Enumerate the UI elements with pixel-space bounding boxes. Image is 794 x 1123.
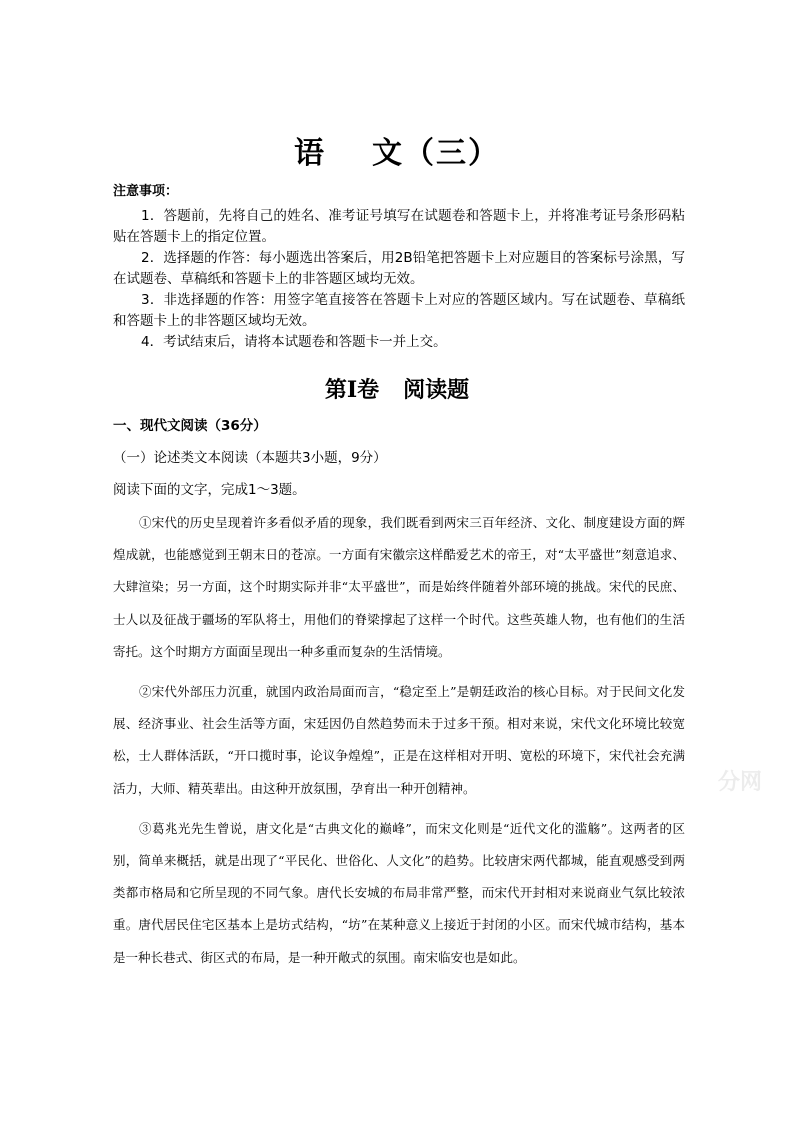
- section-title: [0, 373, 794, 404]
- reading-instruction: 阅读下面的文字，完成1～3题。: [113, 482, 306, 498]
- title-right: 文（三）: [372, 136, 500, 171]
- note-item: 3．非选择题的作答：用签字笔直接答在答题卡上对应的答题区域内。写在试题卷、草稿纸和答题卡上的非答题区域均无效。: [113, 292, 685, 329]
- part-heading: 一、现代文阅读（36分）: [113, 418, 267, 434]
- note-item: 4．考试结束后，请将本试题卷和答题卡一并上交。: [141, 334, 447, 350]
- section-title-left: 第Ⅰ卷: [324, 377, 380, 403]
- notes-list: [113, 206, 685, 353]
- note-item: 1．答题前，先将自己的姓名、准考证号填写在试题卷和答题卡上，并将准考证号条形码粘贴在答题卡上的指定位置。: [113, 208, 685, 245]
- section-title-right: 阅读题: [403, 377, 470, 403]
- passage-paragraph: ③葛兆光先生曾说，唐文化是“古典文化的巅峰”，而宋文化则是“近代文化的滥觞”。这两者的区别，简单来概括，就是出现了“平民化、世俗化、人文化”的趋势。比较唐宋两代都城，能直观感受到两类都市格局和它所呈现的不同气象。唐代长安城的布局非常严整，而宋代开封相对来说商业气氛比较浓重。唐代居民住宅区基本上是坊式结构，“坊”在某种意义上接近于封闭的小区。而宋代城市结构，基本是一种长巷式、街区式的布局，是一种开敞式的氛围。南宋临安也是如此。: [113, 820, 685, 965]
- sub-heading: （一）论述类文本阅读（本题共3小题，9分）: [113, 450, 387, 466]
- passage-paragraph: ②宋代外部压力沉重，就国内政治局面而言，“稳定至上”是朝廷政治的核心目标。对于民间文化发展、经济事业、社会生活等方面，宋廷因仍自然趋势而未于过多干预。相对来说，宋代文化环境比较宽松，士人群体活跃，“开口揽时事，论议争煌煌”，正是在这样相对开明、宽松的环境下，宋代社会充满活力，大师、精英辈出。由这种开放氛围，孕育出一种开创精神。: [113, 684, 685, 796]
- notes-heading: 注意事项：: [113, 184, 179, 199]
- passage-paragraph: ①宋代的历史呈现着许多看似矛盾的现象，我们既看到两宋三百年经济、文化、制度建设方面的辉煌成就，也能感觉到王朝末日的苍凉。一方面有宋徽宗这样酷爱艺术的帝王，对“太平盛世”刻意追求、大肆渲染；另一方面，这个时期实际并非“太平盛世”，而是始终伴随着外部环境的挑战。宋代的民庶、士人以及征战于疆场的军队将士，用他们的脊梁撑起了这样一个时代。这些英雄人物，也有他们的生活寄托。这个时期方方面面呈现出一种多重而复杂的生活情境。: [113, 515, 685, 659]
- note-item: 2．选择题的作答：每小题选出答案后，用2B铅笔把答题卡上对应题目的答案标号涂黑，写在试题卷、草稿纸和答题卡上的非答题区域均无效。: [113, 250, 685, 287]
- title-left: 语: [294, 136, 326, 171]
- watermark-text: 分网: [718, 770, 763, 795]
- page-title: [0, 128, 794, 172]
- reading-passage: [113, 507, 685, 982]
